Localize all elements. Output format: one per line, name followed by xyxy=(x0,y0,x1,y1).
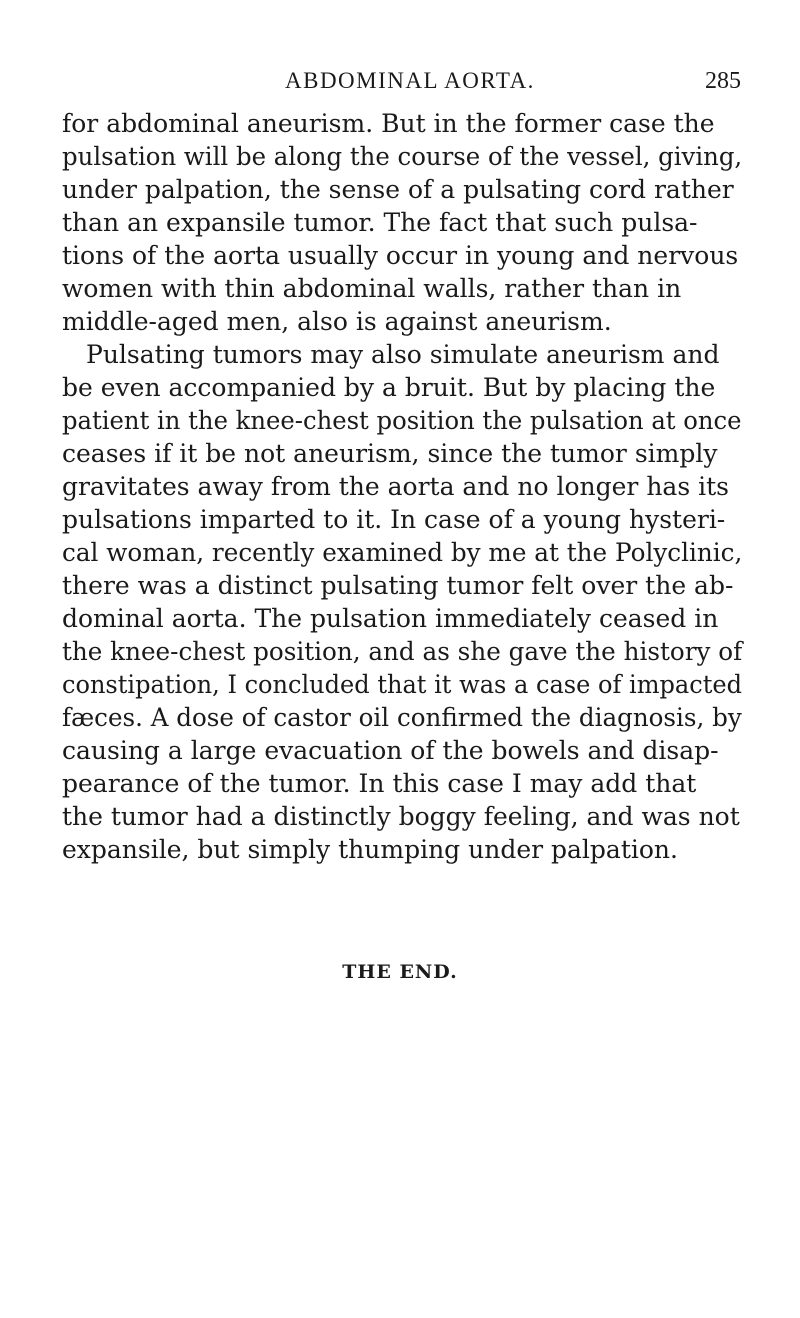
text-line: fæces. A dose of castor oil confirmed the diagnosis, by xyxy=(62,703,742,732)
running-head xyxy=(168,68,741,102)
text-line: expansile, but simply thumping under palpation. xyxy=(62,835,678,864)
text-line: women with thin abdominal walls, rather than in xyxy=(62,274,682,303)
text-line: Pulsating tumors may also simulate aneurism and xyxy=(86,340,720,369)
text-line: than an expansile tumor. The fact that such pulsa- xyxy=(62,208,698,237)
text-line: patient in the knee-chest position the pulsation at once xyxy=(62,406,742,435)
text-line: pearance of the tumor. In this case I may add that xyxy=(62,769,697,798)
text-line: pulsations imparted to it. In case of a young hysteri- xyxy=(62,505,726,534)
text-line: under palpation, the sense of a pulsating cord rather xyxy=(62,175,734,204)
text-line: constipation, I concluded that it was a case of impacted xyxy=(62,670,742,699)
text-line: pulsation will be along the course of the vessel, giving, xyxy=(62,142,743,171)
text-line: the tumor had a distinctly boggy feeling, and was not xyxy=(62,802,740,831)
text-line: for abdominal aneurism. But in the former case the xyxy=(62,109,715,138)
text-line: tions of the aorta usually occur in young and nervous xyxy=(62,241,739,270)
page-number: 285 xyxy=(705,68,741,94)
text-line: middle-aged men, also is against aneurism. xyxy=(62,307,612,336)
text-line: there was a distinct pulsating tumor felt over the ab- xyxy=(62,571,734,600)
text-line: gravitates away from the aorta and no longer has its xyxy=(62,472,729,501)
end-mark: THE END. xyxy=(342,961,458,983)
running-title: ABDOMINAL AORTA. xyxy=(285,68,535,93)
text-line: be even accompanied by a bruit. But by placing the xyxy=(62,373,716,402)
text-line: cal woman, recently examined by me at the Polyclinic, xyxy=(62,538,743,567)
text-line: dominal aorta. The pulsation immediately ceased in xyxy=(62,604,719,633)
text-line: ceases if it be not aneurism, since the tumor simply xyxy=(62,439,718,468)
text-line: causing a large evacuation of the bowels and disap- xyxy=(62,736,719,765)
text-line: the knee-chest position, and as she gave the history of xyxy=(62,637,743,666)
